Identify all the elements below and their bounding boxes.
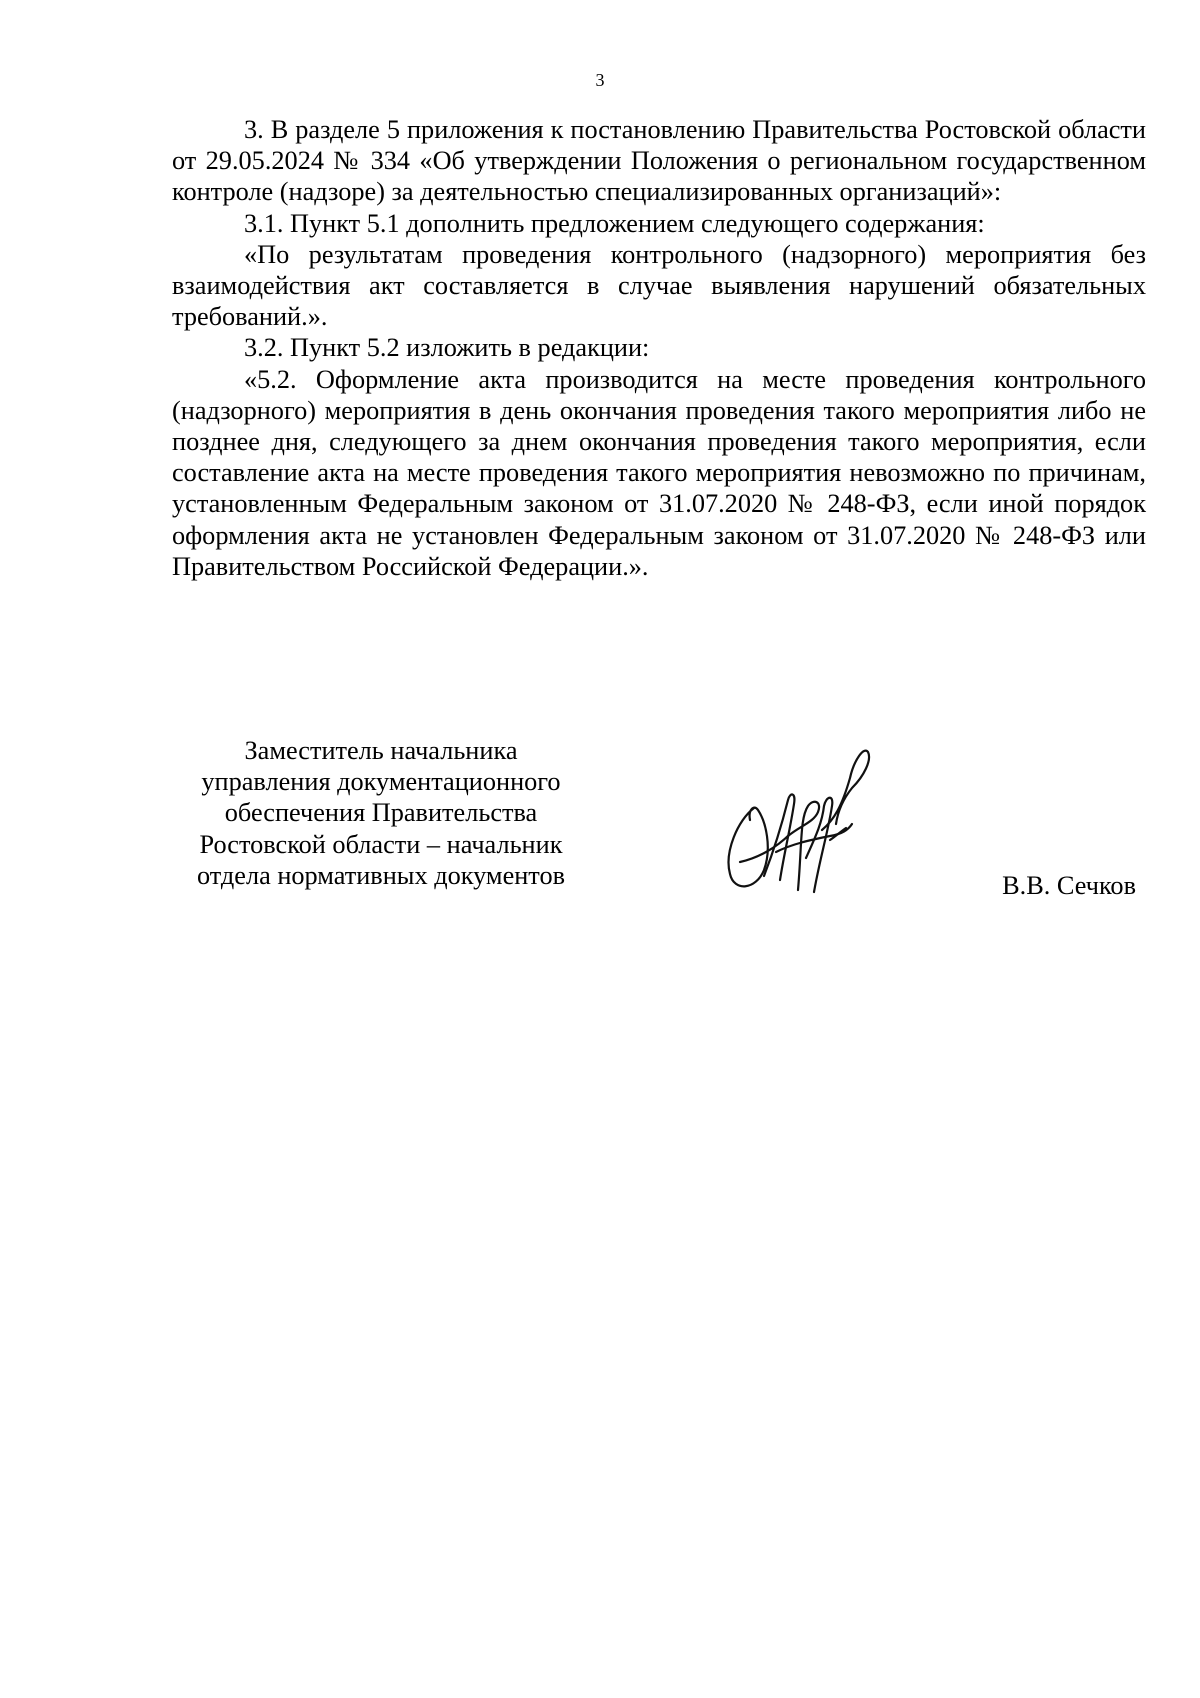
paragraph-3-1-quote: «По результатам проведения контрольного (надзорного) мероприятия без взаимодействия акт составляется в случае выявления нарушений обязательных требований.». [172, 239, 1146, 332]
document-body [172, 114, 1146, 582]
handwritten-signature [718, 740, 878, 902]
paragraph-3-2: 3.2. Пункт 5.2 изложить в редакции: [244, 333, 650, 363]
position-line: Заместитель начальника [244, 736, 518, 765]
position-line: управления документационного [201, 767, 561, 797]
paragraph-section-3: 3. В разделе 5 приложения к постановлению Правительства Ростовской области от 29.05.2024 № 334 «Об утверждении Положения о региональном государственном контроле (надзоре) за деятельностью специализированных организаций»: [172, 115, 1146, 207]
paragraph-3-1: 3.1. Пункт 5.1 дополнить предложением следующего содержания: [244, 208, 985, 238]
position-line: Ростовской области – начальник [199, 829, 563, 859]
page-number: 3 [595, 70, 605, 90]
position-line: обеспечения Правительства [224, 798, 538, 828]
position-line: отдела нормативных документов [196, 860, 566, 890]
signer-name: В.В. Сечков [1002, 871, 1136, 900]
paragraph-3-2-quote: «5.2. Оформление акта производится на месте проведения контрольного (надзорного) мероприятия в день окончания проведения такого мероприятия либо не позднее дня, следующего за днем окончания проведения такого мероприятия, если составление акта на месте проведения такого мероприятия невозможно по причинам, установленным Федеральным законом от 31.07.2020 № 248-ФЗ, если иной порядок оформления акта не установлен Федеральным законом от 31.07.2020 № 248-ФЗ или Правительством Российской Федерации.». [172, 364, 1146, 581]
signatory-position [172, 735, 590, 891]
